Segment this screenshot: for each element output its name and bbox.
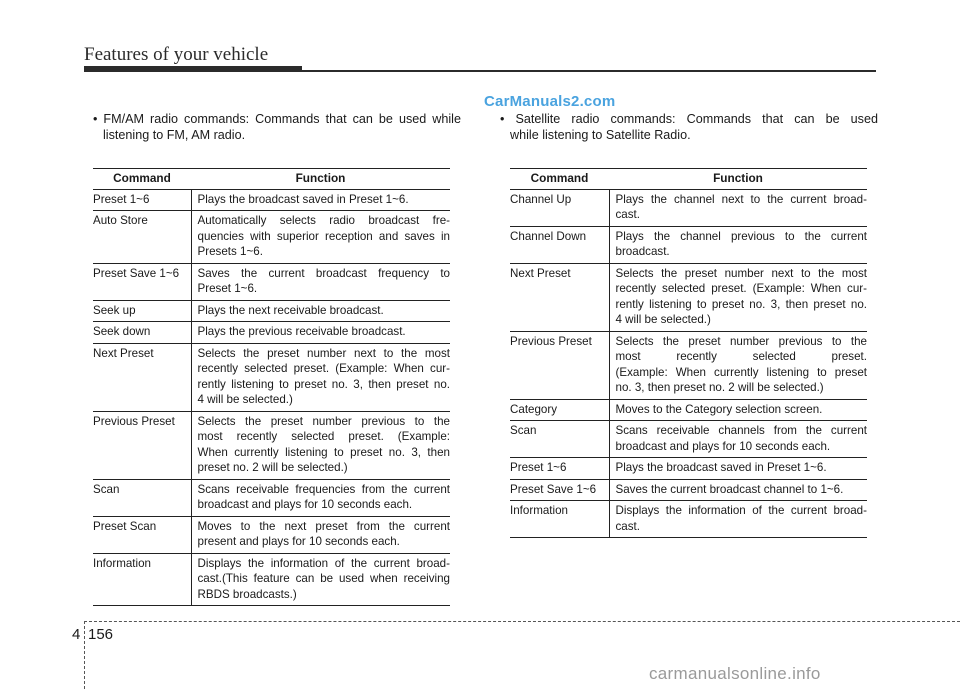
function-line: Displays the information of the current broad-	[197, 556, 450, 570]
function-line: broadcast and plays for 10 seconds each.	[615, 439, 831, 453]
table-header-row	[510, 169, 867, 190]
function-line: Presets 1~6.	[197, 245, 263, 258]
function-cell	[609, 263, 867, 331]
function-line: cast.(This feature can be used when receiving	[197, 572, 450, 585]
function-line: 4 will be selected.)	[197, 393, 293, 406]
function-line: broadcast and plays for 10 seconds each.	[197, 498, 413, 511]
command-cell: Preset 1~6	[510, 458, 609, 480]
command-cell: Next Preset	[93, 343, 191, 411]
command-cell: Channel Up	[510, 189, 609, 226]
function-line: (Example: When currently listening to preset	[615, 365, 867, 379]
table-row	[510, 226, 867, 263]
function-cell	[609, 226, 867, 263]
command-cell: Seek down	[93, 322, 191, 344]
function-cell	[191, 343, 450, 411]
footer-vertical-rule	[84, 621, 85, 689]
function-cell	[609, 189, 867, 226]
column-header-function: Function	[191, 169, 450, 190]
function-line: Moves to the Category selection screen.	[615, 402, 823, 416]
command-cell: Preset Save 1~6	[93, 263, 191, 300]
watermark-top: CarManuals2.com	[484, 93, 616, 110]
function-cell	[191, 263, 450, 300]
function-line: Plays the previous receivable broadcast.	[197, 325, 406, 338]
table-row	[93, 263, 450, 300]
table-row	[93, 516, 450, 553]
fm-am-command-table	[93, 168, 450, 606]
page-number: 156	[88, 626, 114, 643]
function-cell	[609, 458, 867, 480]
command-cell: Previous Preset	[510, 331, 609, 399]
table-row	[510, 479, 867, 501]
function-line: recently selected preset. (Example: When cur-	[197, 362, 450, 375]
column-header-command: Command	[510, 169, 609, 190]
function-line: Saves the current broadcast channel to 1~6.	[615, 482, 844, 496]
table-row	[510, 189, 867, 226]
function-line: broadcast.	[615, 245, 670, 258]
chapter-number: 4	[72, 626, 81, 643]
function-line: cast.	[615, 208, 640, 221]
function-cell	[609, 501, 867, 538]
function-line: Displays the information of the current broad-	[615, 504, 867, 517]
command-cell: Information	[510, 501, 609, 538]
function-line: Selects the preset number previous to the	[197, 414, 450, 428]
command-cell: Scan	[93, 479, 191, 516]
function-line: Plays the broadcast saved in Preset 1~6.	[197, 192, 409, 206]
function-line: most recently selected preset. (Example:	[197, 430, 450, 443]
function-line: Plays the channel next to the current broad-	[615, 192, 867, 206]
header-rule-thin	[302, 70, 876, 72]
command-cell: Auto Store	[93, 211, 191, 264]
command-cell: Category	[510, 399, 609, 421]
function-line: recently selected preset. (Example: When cur-	[615, 282, 867, 295]
function-line: Plays the channel previous to the current	[615, 229, 867, 243]
table-row	[510, 501, 867, 538]
satellite-command-table	[510, 168, 867, 538]
function-line: Selects the preset number previous to the	[615, 334, 867, 348]
intro-satellite	[500, 111, 878, 143]
function-line: Plays the next receivable broadcast.	[197, 303, 384, 317]
function-line: Selects the preset number next to the most	[197, 346, 450, 360]
function-line: RBDS broadcasts.)	[197, 587, 297, 601]
table-row	[510, 399, 867, 421]
function-line: Scans receivable frequencies from the current	[197, 482, 450, 496]
function-line: Scans receivable channels from the current	[615, 424, 867, 437]
command-cell: Previous Preset	[93, 411, 191, 479]
function-cell	[609, 331, 867, 399]
function-line: no. 3, then preset no. 2 will be selected.)	[615, 381, 824, 394]
table-row	[93, 411, 450, 479]
table-row	[93, 322, 450, 344]
function-line: preset no. 2 will be selected.)	[197, 461, 348, 474]
intro-fm-am	[93, 111, 461, 143]
table-row	[510, 421, 867, 458]
function-line: cast.	[615, 519, 640, 533]
function-line: Plays the broadcast saved in Preset 1~6.	[615, 461, 827, 474]
function-line: Automatically selects radio broadcast fre-	[197, 214, 450, 227]
command-cell: Scan	[510, 421, 609, 458]
intro-satellite-line1: • Satellite radio commands: Commands that can be used	[500, 112, 878, 126]
column-header-command: Command	[93, 169, 191, 190]
function-cell	[191, 322, 450, 344]
function-cell	[191, 553, 450, 606]
table-row	[510, 263, 867, 331]
table-row	[510, 458, 867, 480]
intro-satellite-line2: while listening to Satellite Radio.	[510, 128, 691, 142]
function-line: rently listening to preset no. 3, then preset no.	[197, 377, 450, 391]
function-line: most recently selected preset.	[615, 350, 867, 363]
function-line: Selects the preset number next to the most	[615, 266, 867, 280]
footer-rule	[84, 621, 960, 622]
function-cell	[191, 516, 450, 553]
command-cell: Channel Down	[510, 226, 609, 263]
command-cell: Seek up	[93, 300, 191, 322]
command-cell: Preset Scan	[93, 516, 191, 553]
function-cell	[191, 411, 450, 479]
table-row	[93, 343, 450, 411]
command-cell: Preset 1~6	[93, 189, 191, 211]
watermark-bottom: carmanualsonline.info	[649, 664, 821, 683]
function-cell	[191, 211, 450, 264]
intro-fm-am-line2: listening to FM, AM radio.	[103, 128, 246, 142]
function-cell	[191, 189, 450, 211]
table-row	[93, 479, 450, 516]
function-cell	[609, 421, 867, 458]
table-header-row	[93, 169, 450, 190]
table-row	[93, 300, 450, 322]
command-cell: Preset Save 1~6	[510, 479, 609, 501]
table-row	[510, 331, 867, 399]
column-header-function: Function	[609, 169, 867, 190]
intro-fm-am-line1: • FM/AM radio commands: Commands that can be used while	[93, 112, 461, 126]
function-cell	[191, 300, 450, 322]
function-cell	[609, 399, 867, 421]
command-cell: Next Preset	[510, 263, 609, 331]
function-line: Preset 1~6.	[197, 282, 258, 295]
function-line: 4 will be selected.)	[615, 313, 711, 326]
command-cell: Information	[93, 553, 191, 606]
page-header-title: Features of your vehicle	[84, 44, 269, 65]
function-line: present and plays for 10 seconds each.	[197, 535, 400, 548]
header-rule-thick	[84, 66, 302, 72]
function-line: Moves to the next preset from the current	[197, 519, 450, 533]
function-line: rently listening to preset no. 3, then preset no.	[615, 297, 867, 311]
function-cell	[191, 479, 450, 516]
function-line: quencies with superior reception and saves in	[197, 229, 450, 243]
function-line: Saves the current broadcast frequency to	[197, 266, 450, 280]
table-row	[93, 189, 450, 211]
function-cell	[609, 479, 867, 501]
function-line: When currently listening to preset no. 3, then	[197, 445, 450, 459]
table-row	[93, 553, 450, 606]
table-row	[93, 211, 450, 264]
